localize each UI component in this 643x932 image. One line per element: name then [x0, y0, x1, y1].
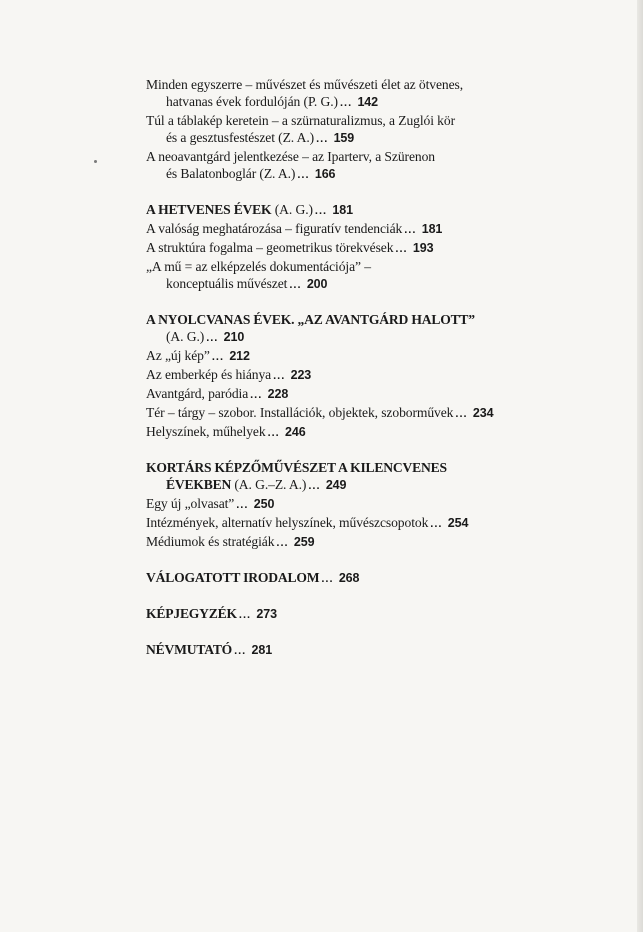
toc-entry[interactable]: [146, 220, 586, 239]
leader-dots: ...: [250, 389, 263, 401]
toc-entry[interactable]: [146, 258, 586, 294]
toc-entry[interactable]: [146, 404, 586, 423]
page-number: 250: [253, 497, 275, 511]
section-authors: (A. G.): [166, 329, 205, 344]
entry-title-cont: hatvanas évek fordulóján (P. G.): [166, 94, 338, 109]
toc-entry[interactable]: [146, 347, 586, 366]
leader-dots: ...: [321, 573, 334, 585]
entry-title: Egy új „olvasat”: [146, 496, 235, 511]
page-edge: [637, 0, 643, 932]
section-title: A NYOLCVANAS ÉVEK. „AZ AVANTGÁRD HALOTT”: [146, 312, 475, 327]
section-title: VÁLOGATOTT IRODALOM: [146, 570, 320, 585]
section-title: KORTÁRS KÉPZŐMŰVÉSZET A KILENCVENES: [146, 460, 447, 475]
page-number: 166: [314, 167, 336, 181]
leader-dots: ...: [339, 97, 353, 109]
page-number: 210: [223, 330, 245, 344]
leader-dots: ...: [267, 427, 280, 439]
toc-entry[interactable]: [146, 385, 586, 404]
section-authors: (A. G.–Z. A.): [231, 477, 307, 492]
entry-title: Az „új kép”: [146, 348, 210, 363]
section-heading-hetvenes[interactable]: [146, 201, 586, 220]
entry-title: A valóság meghatározása – figuratív tendenciák: [146, 221, 403, 236]
leader-dots: ...: [273, 370, 286, 382]
page-number: 223: [290, 368, 312, 382]
toc-entry[interactable]: [146, 495, 586, 514]
entry-title: Az emberkép és hiánya: [146, 367, 272, 382]
page-number: 234: [472, 406, 494, 420]
entry-title: Helyszínek, műhelyek: [146, 424, 266, 439]
page-number: 249: [325, 478, 347, 492]
toc-entry[interactable]: [146, 514, 586, 533]
section-title: A HETVENES ÉVEK: [146, 202, 272, 217]
section-heading-kortars[interactable]: [146, 459, 586, 495]
entry-title: Avantgárd, paródia: [146, 386, 249, 401]
page-number: 200: [306, 277, 328, 291]
leader-dots: ...: [314, 205, 328, 217]
leader-dots: ...: [238, 609, 252, 621]
page-number: 212: [229, 349, 250, 363]
leader-dots: ...: [455, 408, 468, 420]
leader-dots: ...: [297, 169, 310, 181]
page-number: 159: [333, 131, 355, 145]
leader-dots: ...: [316, 133, 329, 145]
leader-dots: ...: [211, 351, 224, 363]
entry-title: Médiumok és stratégiák: [146, 534, 275, 549]
toc-entry[interactable]: [146, 148, 586, 184]
page-number: 228: [267, 387, 289, 401]
leader-dots: ...: [289, 279, 302, 291]
entry-title: Intézmények, alternatív helyszínek, művészcsopotok: [146, 515, 429, 530]
toc-entry[interactable]: [146, 366, 586, 385]
section-title: KÉPJEGYZÉK: [146, 606, 237, 621]
page-number: 273: [256, 607, 277, 621]
toc-entry[interactable]: [146, 112, 586, 148]
leader-dots: ...: [308, 480, 321, 492]
toc-entry[interactable]: [146, 533, 586, 552]
leader-dots: ...: [206, 332, 219, 344]
section-title: NÉVMUTATÓ: [146, 642, 233, 657]
entry-title: Minden egyszerre – művészet és művészeti élet az ötvenes,: [146, 77, 464, 92]
section-heading-nevmutato[interactable]: [146, 641, 586, 660]
section-heading-nyolcvanas[interactable]: [146, 311, 586, 347]
page-number: 181: [421, 222, 443, 236]
toc-entry[interactable]: [146, 76, 586, 112]
margin-mark: [94, 160, 97, 163]
entry-title-cont: konceptuális művészet: [166, 276, 288, 291]
page-number: 193: [412, 241, 434, 255]
table-of-contents: [146, 76, 586, 660]
leader-dots: ...: [276, 537, 289, 549]
entry-title: Túl a táblakép keretein – a szürnaturalizmus, a Zuglói kör: [146, 113, 456, 128]
leader-dots: ...: [430, 518, 443, 530]
section-heading-kepjegyzek[interactable]: [146, 605, 586, 624]
entry-title: Tér – tárgy – szobor. Installációk, objektek, szoborművek: [146, 405, 454, 420]
leader-dots: ...: [404, 224, 417, 236]
page-number: 254: [447, 516, 469, 530]
page-number: 246: [285, 425, 306, 439]
entry-title: A struktúra fogalma – geometrikus törekvések: [146, 240, 394, 255]
toc-entry[interactable]: [146, 423, 586, 442]
section-authors: (A. G.): [271, 202, 313, 217]
leader-dots: ...: [395, 243, 408, 255]
page-number: 268: [338, 571, 360, 585]
toc-entry[interactable]: [146, 239, 586, 258]
page-number: 281: [251, 643, 273, 657]
entry-title-cont: és Balatonboglár (Z. A.): [166, 166, 296, 181]
leader-dots: ...: [234, 645, 247, 657]
page-number: 181: [332, 203, 353, 217]
entry-title: A neoavantgárd jelentkezése – az Iparterv, a Szürenon: [146, 149, 435, 164]
leader-dots: ...: [236, 499, 249, 511]
section-title-cont: ÉVEKBEN: [166, 477, 232, 492]
page-number: 142: [357, 95, 379, 109]
entry-title: „A mű = az elképzelés dokumentációja” –: [146, 259, 371, 274]
section-heading-valogatott-irodalom[interactable]: [146, 569, 586, 588]
page-number: 259: [293, 535, 315, 549]
entry-title-cont: és a gesztusfestészet (Z. A.): [166, 130, 315, 145]
